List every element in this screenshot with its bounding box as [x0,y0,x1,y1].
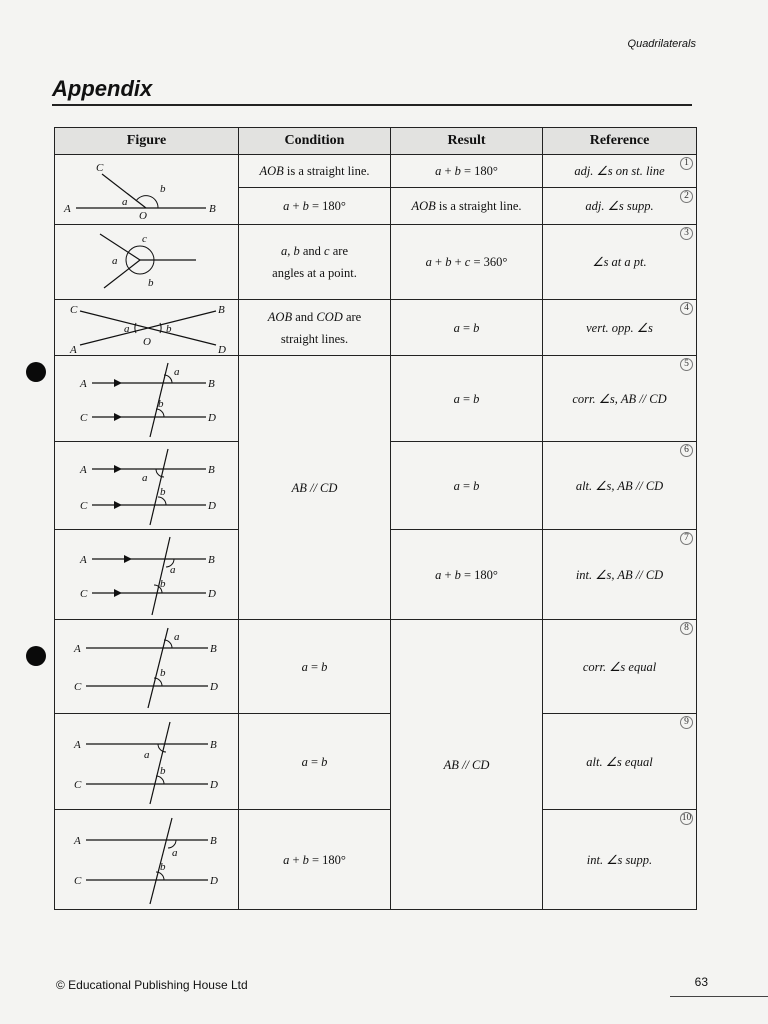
condition-cell: AOB and COD are straight lines. [239,300,391,356]
label-angle-a: a [123,322,129,335]
table-row [55,356,697,442]
reference-cell: int. ∠s, AB // CD 7 [543,530,697,620]
interior-parallel-diagram [56,531,238,619]
angles-at-point-diagram [56,226,238,298]
reference-cell: adj. ∠s supp. 2 [543,188,697,225]
title-rule [52,104,692,106]
label-a-point: A [79,377,87,390]
figure-alternate-parallel [55,442,239,530]
label-b-point: B [207,377,215,390]
label-angle-b: b [159,485,165,498]
label-c-point: C [73,874,81,887]
condition-cell: a + b = 180° [239,188,391,225]
label-angle-a: a [173,630,179,643]
result-cell: a = b [391,442,543,530]
table-header-row [55,128,697,155]
table-row [55,155,697,188]
figure-corresponding-equal [55,620,239,714]
label-b-point: B [209,834,217,847]
label-angle-a: a [141,471,147,484]
figure-alternate-equal [55,714,239,810]
label-angle-b: b [159,860,165,873]
figure-corresponding-parallel [55,356,239,442]
label-d-point: D [207,587,216,600]
alternate-parallel-diagram [56,443,238,529]
reference-cell: corr. ∠s equal 8 [543,620,697,714]
label-c-point: C [73,680,81,693]
label-c-point: C [79,499,87,512]
label-angle-a: a [143,748,149,761]
label-a-point: A [69,343,77,355]
label-angle-b: b [165,322,171,335]
reference-cell: corr. ∠s, AB // CD 5 [543,356,697,442]
result-cell: a + b = 180° [391,155,543,188]
reference-cell: vert. opp. ∠s 4 [543,300,697,356]
label-angle-b: b [157,397,163,410]
label-angle-a: a [121,195,127,208]
label-d-point: D [207,499,216,512]
row-number-badge: 4 [680,302,693,315]
label-c-point: C [79,411,87,424]
label-d-point: D [209,778,218,791]
label-angle-b: b [159,182,165,195]
label-a-point: A [79,553,87,566]
label-o-point: O [142,335,151,348]
condition-cell: AOB is a straight line. [239,155,391,188]
label-c-point: C [73,778,81,791]
condition-cell: a = b [239,620,391,714]
table-row [55,810,697,910]
label-d-point: D [217,343,226,355]
corresponding-parallel-diagram [56,357,238,441]
result-cell: a + b = 180° [391,530,543,620]
result-cell: a = b [391,356,543,442]
label-a-point: A [73,834,81,847]
label-b-point: B [217,303,225,316]
row-number-badge: 1 [680,157,693,170]
label-angle-b: b [159,666,165,679]
chapter-header: Quadrilaterals [627,38,696,50]
label-b-point: B [209,642,217,655]
row-number-badge: 2 [680,190,693,203]
figure-angles-at-point [55,225,239,300]
reference-cell: int. ∠s supp. 10 [543,810,697,910]
publisher-footer: © Educational Publishing House Ltd [56,978,248,992]
vertically-opposite-diagram [56,301,238,355]
column-header-condition: Condition [239,128,391,155]
condition-cell: AB // CD [239,356,391,620]
column-header-result: Result [391,128,543,155]
reference-cell: alt. ∠s, AB // CD 6 [543,442,697,530]
label-angle-a: a [169,563,175,576]
row-number-badge: 8 [680,622,693,635]
reference-cell: alt. ∠s equal 9 [543,714,697,810]
label-angle-a: a [111,255,117,267]
label-angle-c: c [141,233,147,245]
row-number-badge: 3 [680,227,693,240]
page-number: 63 [694,975,708,989]
label-c-point: C [79,587,87,600]
figure-interior-supplementary [55,810,239,910]
row-number-badge: 5 [680,358,693,371]
label-angle-a: a [171,846,177,859]
label-d-point: D [209,680,218,693]
binder-hole-bottom [26,646,46,666]
reference-cell: ∠s at a pt. 3 [543,225,697,300]
table-row [55,714,697,810]
column-header-reference: Reference [543,128,697,155]
label-b-point: B [207,463,215,476]
appendix-table [54,127,697,910]
adjacent-angles-diagram [56,156,238,224]
reference-cell: adj. ∠s on st. line 1 [543,155,697,188]
label-b-point: B [209,738,217,751]
label-angle-b: b [147,277,153,289]
table-row [55,620,697,714]
figure-adjacent-angles [55,155,239,225]
row-number-badge: 6 [680,444,693,457]
label-angle-a: a [173,365,179,378]
table-row [55,225,697,300]
alternate-equal-diagram [56,716,238,808]
label-angle-b: b [159,764,165,777]
interior-supplementary-diagram [56,812,238,908]
figure-vertically-opposite [55,300,239,356]
label-d-point: D [207,411,216,424]
label-a-point: A [63,202,71,215]
label-c-point: C [95,161,103,174]
row-number-badge: 7 [680,532,693,545]
page-title: Appendix [52,76,153,101]
result-cell: a + b + c = 360° [391,225,543,300]
result-cell: AB // CD [391,620,543,910]
label-c-point: C [69,303,77,316]
label-o-point: O [138,209,147,222]
row-number-badge: 9 [680,716,693,729]
figure-interior-parallel [55,530,239,620]
column-header-figure: Figure [55,128,239,155]
condition-cell: a + b = 180° [239,810,391,910]
label-a-point: A [73,642,81,655]
row-number-badge: 10 [681,813,692,823]
label-angle-b: b [159,577,165,590]
condition-cell: a = b [239,714,391,810]
label-d-point: D [209,874,218,887]
footer-rule [670,996,768,997]
table-row [55,300,697,356]
condition-cell: a, b and c are angles at a point. [239,225,391,300]
corresponding-equal-diagram [56,622,238,712]
label-b-point: B [207,553,215,566]
result-cell: AOB is a straight line. [391,188,543,225]
label-b-point: B [208,202,216,215]
label-a-point: A [73,738,81,751]
binder-hole-top [26,362,46,382]
result-cell: a = b [391,300,543,356]
label-a-point: A [79,463,87,476]
